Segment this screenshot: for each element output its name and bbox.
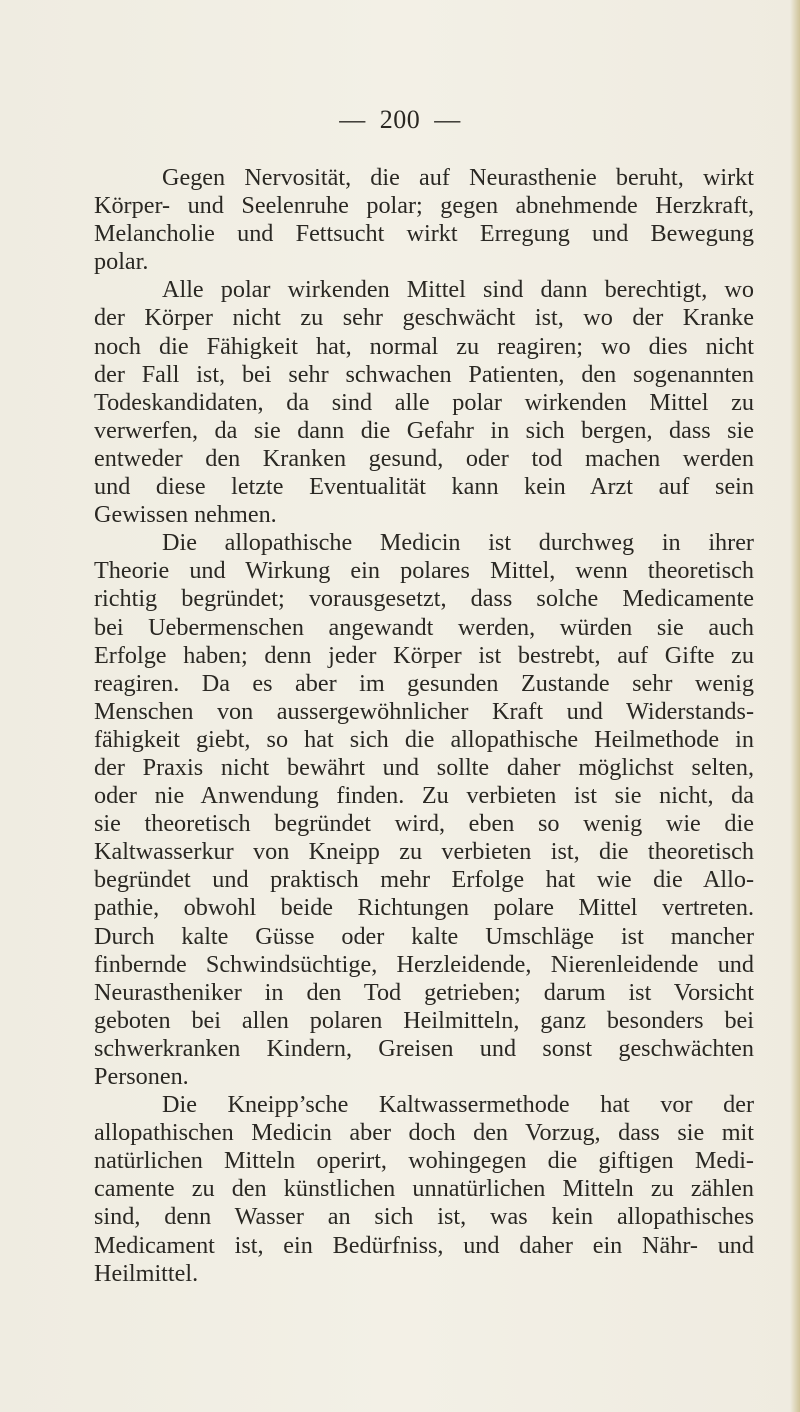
paragraph bbox=[94, 1091, 754, 1288]
text-line: Todeskandidaten, da sind alle polar wirkenden Mittel zu bbox=[94, 388, 754, 416]
text-line: und diese letzte Eventualität kann kein Arzt auf sein bbox=[94, 473, 754, 501]
page-header bbox=[0, 105, 800, 135]
text-line: Gegen Nervosität, die auf Neurasthenie beruht, wirkt bbox=[162, 164, 754, 191]
text-line: bei Uebermenschen angewandt werden, würden sie auch bbox=[94, 613, 754, 641]
text-line: Erfolge haben; denn jeder Körper ist bestrebt, auf Gifte zu bbox=[94, 641, 754, 669]
page-number: 200 bbox=[379, 105, 421, 134]
text-line: noch die Fähigkeit hat, normal zu reagiren; wo dies nicht bbox=[94, 332, 754, 360]
text-line: Kaltwasserkur von Kneipp zu verbieten ist, die theoretisch bbox=[94, 838, 754, 866]
header-dash-right: — bbox=[434, 105, 461, 134]
text-line: Durch kalte Güsse oder kalte Umschläge ist mancher bbox=[94, 922, 754, 950]
text-line: Theorie und Wirkung ein polares Mittel, wenn theoretisch bbox=[94, 557, 754, 585]
text-line: geboten bei allen polaren Heilmitteln, ganz besonders bei bbox=[94, 1006, 754, 1034]
paragraph bbox=[94, 276, 754, 529]
paragraph bbox=[94, 529, 754, 1091]
text-line: Medicament ist, ein Bedürfniss, und daher ein Nähr- und bbox=[94, 1231, 754, 1259]
text-line: entweder den Kranken gesund, oder tod machen werden bbox=[94, 444, 754, 472]
text-line: der Fall ist, bei sehr schwachen Patienten, den sogenannten bbox=[94, 360, 754, 388]
text-line: natürlichen Mitteln operirt, wohingegen die giftigen Medi- bbox=[94, 1147, 754, 1175]
text-line: sie theoretisch begründet wird, eben so wenig wie die bbox=[94, 810, 754, 838]
text-line: pathie, obwohl beide Richtungen polare Mittel vertreten. bbox=[94, 894, 754, 922]
text-line: der Körper nicht zu sehr geschwächt ist, wo der Kranke bbox=[94, 304, 754, 332]
page-edge-shadow bbox=[790, 0, 800, 1412]
text-line: polar. bbox=[94, 248, 149, 276]
text-line: Körper- und Seelenruhe polar; gegen abnehmende Herzkraft, bbox=[94, 192, 754, 220]
text-line: Personen. bbox=[94, 1063, 189, 1090]
text-line: Melancholie und Fettsucht wirkt Erregung und Bewegung bbox=[94, 220, 754, 248]
header-dash-left: — bbox=[339, 105, 366, 134]
text-line: Heilmittel. bbox=[94, 1259, 199, 1287]
text-line: begründet und praktisch mehr Erfolge hat wie die Allo- bbox=[94, 866, 754, 894]
text-line: der Praxis nicht bewährt und sollte daher möglichst selten, bbox=[94, 753, 754, 781]
text-line: finbernde Schwindsüchtige, Herzleidende, Nierenleidende und bbox=[94, 950, 754, 978]
text-line: Gewissen nehmen. bbox=[94, 501, 277, 529]
paragraph bbox=[94, 164, 754, 276]
text-line: oder nie Anwendung finden. Zu verbieten ist sie nicht, da bbox=[94, 782, 754, 810]
text-line: Menschen von aussergewöhnlicher Kraft und Widerstands- bbox=[94, 697, 754, 725]
text-line: verwerfen, da sie dann die Gefahr in sich bergen, dass sie bbox=[94, 416, 754, 444]
text-line: fähigkeit giebt, so hat sich die allopathische Heilmethode in bbox=[94, 725, 754, 753]
text-line: camente zu den künstlichen unnatürlichen Mitteln zu zählen bbox=[94, 1175, 754, 1203]
text-line: Neurastheniker in den Tod getrieben; darum ist Vorsicht bbox=[94, 978, 754, 1006]
text-line: schwerkranken Kindern, Greisen und sonst geschwächten bbox=[94, 1034, 754, 1062]
text-line: Die allopathische Medicin ist durchweg in ihrer bbox=[162, 529, 754, 557]
text-line: Alle polar wirkenden Mittel sind dann berechtigt, wo bbox=[162, 276, 754, 304]
text-line: allopathischen Medicin aber doch den Vorzug, dass sie mit bbox=[94, 1119, 754, 1147]
text-line: reagiren. Da es aber im gesunden Zustande sehr wenig bbox=[94, 669, 754, 697]
text-line: sind, denn Wasser an sich ist, was kein allopathisches bbox=[94, 1203, 754, 1231]
text-line: Die Kneipp’sche Kaltwassermethode hat vor der bbox=[162, 1091, 754, 1119]
body-text bbox=[94, 164, 754, 1288]
text-line: richtig begründet; vorausgesetzt, dass solche Medicamente bbox=[94, 585, 754, 613]
